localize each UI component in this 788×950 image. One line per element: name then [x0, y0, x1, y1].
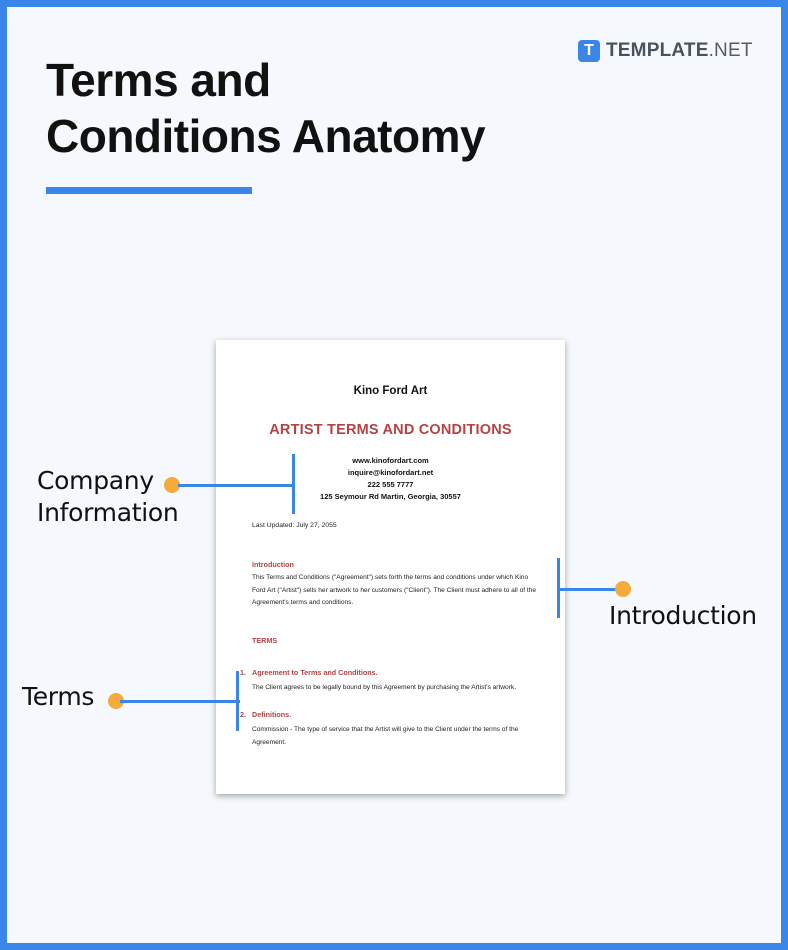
term-2-title: Definitions.: [252, 710, 292, 719]
brand-name-suffix: .NET: [708, 40, 753, 61]
callout-terms-connector: [120, 700, 240, 703]
introduction-body: This Terms and Conditions ("Agreement") sets forth the terms and conditions under which Kino Ford Art ("Artist") sells her artwork to her customers ("Client"). The Client must adhere to all of the Agreement's terms and conditions.: [252, 574, 537, 606]
callout-company-line-1: Company: [37, 466, 154, 495]
page-title-line-2: Conditions Anatomy: [46, 110, 486, 162]
callout-introduction-connector: [557, 588, 619, 591]
term-2-number: 2.: [240, 710, 246, 719]
callout-introduction-label: Introduction: [609, 601, 757, 630]
title-underline: [46, 187, 252, 194]
callout-company-information-label: [37, 465, 178, 529]
document-sheet: [216, 340, 565, 794]
term-1-body: The Client agrees to be legally bound by this Agreement by purchasing the Artist's artwork.: [252, 684, 517, 691]
page-title: [46, 52, 485, 164]
callout-company-line-2: Information: [37, 498, 179, 527]
callout-company-bracket: [292, 454, 295, 514]
company-website: www.kinofordart.com: [352, 456, 429, 465]
last-updated: Last Updated: July 27, 2055: [252, 522, 337, 529]
brand-name: [606, 40, 753, 62]
document-company-name: Kino Ford Art: [353, 385, 428, 397]
term-1-heading: [240, 668, 378, 677]
company-email: inquire@kinofordart.net: [347, 468, 434, 477]
company-phone: 222 555 7777: [367, 480, 414, 489]
callout-terms-label: Terms: [22, 682, 95, 711]
company-address: 125 Seymour Rd Martin, Georgia, 30557: [320, 492, 461, 501]
terms-heading: TERMS: [252, 636, 278, 645]
template-logo-icon: T: [578, 40, 600, 62]
brand-name-bold: TEMPLATE: [606, 40, 709, 61]
callout-company-connector: [178, 484, 294, 487]
term-1-number: 1.: [240, 668, 246, 677]
callout-introduction-dot: [615, 581, 631, 597]
document-title: ARTIST TERMS AND CONDITIONS: [269, 422, 512, 438]
page-title-line-1: Terms and: [46, 54, 271, 106]
term-2-heading: [240, 710, 291, 719]
company-contact-block: [216, 455, 565, 503]
term-2-body: Commission - The type of service that the Artist will give to the Client under the terms of the Agreement.: [252, 726, 519, 746]
introduction-heading: Introduction: [252, 560, 294, 569]
term-1-title: Agreement to Terms and Conditions.: [252, 668, 378, 677]
brand-logo: [578, 39, 753, 63]
callout-terms-bracket: [236, 671, 239, 731]
